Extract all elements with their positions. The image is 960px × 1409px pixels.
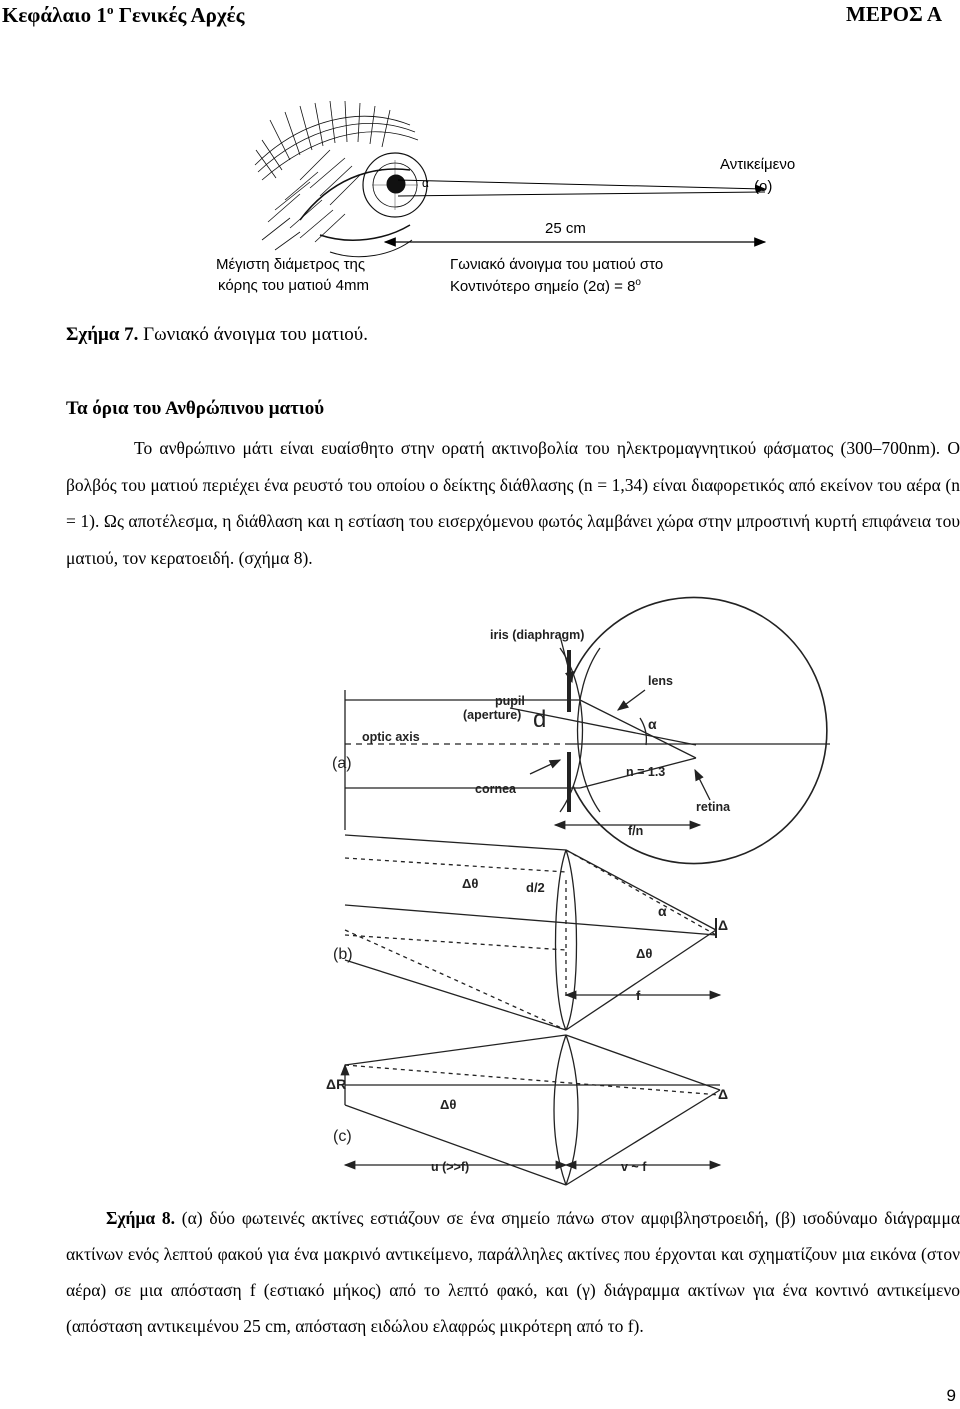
cornea-label: cornea (475, 782, 516, 796)
aperture-label: (aperture) (463, 708, 522, 722)
n-label: n = 1.3 (626, 765, 666, 779)
object-label-line2: (ο) (754, 178, 773, 195)
optic-axis-label: optic axis (362, 730, 420, 744)
alpha-label-b: α (658, 903, 667, 919)
section-heading: Τα όρια του Ανθρώπινου ματιού (66, 398, 325, 419)
tag-a: (a) (332, 755, 352, 772)
figure-8c-lens-diagram (345, 1035, 720, 1185)
dtheta-label-b2: Δθ (636, 946, 653, 961)
tag-c: (c) (333, 1128, 352, 1145)
tag-b: (b) (333, 946, 353, 963)
f-label: f (636, 988, 641, 1003)
dtheta-label-b1: Δθ (462, 876, 479, 891)
pupil-label-line1: Μέγιστη διάμετρος της (216, 256, 366, 273)
delta-label-c: Δ (718, 1086, 729, 1102)
page-number: 9 (946, 1386, 956, 1405)
retina-label: retina (696, 800, 731, 814)
object-label-line1: Αντικείμενο (720, 156, 796, 173)
v-label: v ~ f (621, 1160, 647, 1174)
alpha-label-a: α (648, 716, 657, 732)
dtheta-label-c: Δθ (440, 1097, 457, 1112)
pupil-label-line2: κόρης του ματιού 4mm (218, 277, 369, 294)
iris-label: iris (diaphragm) (490, 628, 585, 642)
delta-label-b: Δ (718, 917, 729, 933)
dR-label: ΔR (326, 1076, 347, 1092)
figure-8-caption: Σχήμα 8. (α) δύο φωτεινές ακτίνες εστιάζουν σε ένα σημείο πάνω στον αμφιβληστροειδή, (β) ισοδύναμο διάγραμμα ακτίνων ενός λεπτού φακού για ένα μακρινό αντικείμενο, παράλληλες ακτίνες που έρχονται και σχηματίζουν μια εικόνα (στον αέρα) σε μια απόσταση f (εστιακό μήκος) από το λεπτό φακό, και (γ) διάγραμμα ακτίνων για ένα κοντινό αντικείμενο (απόσταση αντικειμένου 25 cm, απόσταση ειδώλου ελαφρώς μικρότερη από το f). (66, 1208, 960, 1336)
d2-label: d/2 (526, 880, 545, 895)
figure-8b-lens-diagram (345, 835, 720, 1030)
lens-label: lens (648, 674, 674, 688)
f-over-n-label: f/n (628, 824, 644, 838)
part-header: ΜΕΡΟΣ Α (846, 2, 942, 26)
distance-label: 25 cm (545, 220, 586, 237)
u-label: u (>>f) (431, 1160, 470, 1174)
section-paragraph: Το ανθρώπινο μάτι είναι ευαίσθητο στην ορατή ακτινοβολία του ηλεκτρομαγνητικού φάσματος (300–700nm). Ο βολβός του ματιού περιέχει ένα ρευστό του οποίου ο δείκτης διάθλασης (n = 1,34) είναι διαφορετικός από εκείνον του αέρα (n = 1). Ως αποτέλεσμα, η διάθλαση και η εστίαση του εισερχόμενου φωτός λαμβάνει χώρα στην μπροστινή κυρτή επιφάνεια του ματιού, τον κερατοειδή. (σχήμα 8). (66, 438, 960, 568)
chapter-header: Κεφάλαιο $1^o$ Γενικές Αρχές (2, 2, 245, 27)
figure-7-caption: Σχήμα 7. Γωνιακό άνοιγμα του ματιού. (66, 324, 368, 345)
angle-label-line1: Γωνιακό άνοιγμα του ματιού στο (450, 256, 664, 273)
figure-7-alpha: α (422, 176, 429, 190)
pupil-label: pupil (495, 694, 525, 708)
angle-label-line2: Κοντινότερο σημείο $(2\alpha) = 8^o$ (450, 277, 641, 295)
d-label: d (533, 706, 547, 733)
